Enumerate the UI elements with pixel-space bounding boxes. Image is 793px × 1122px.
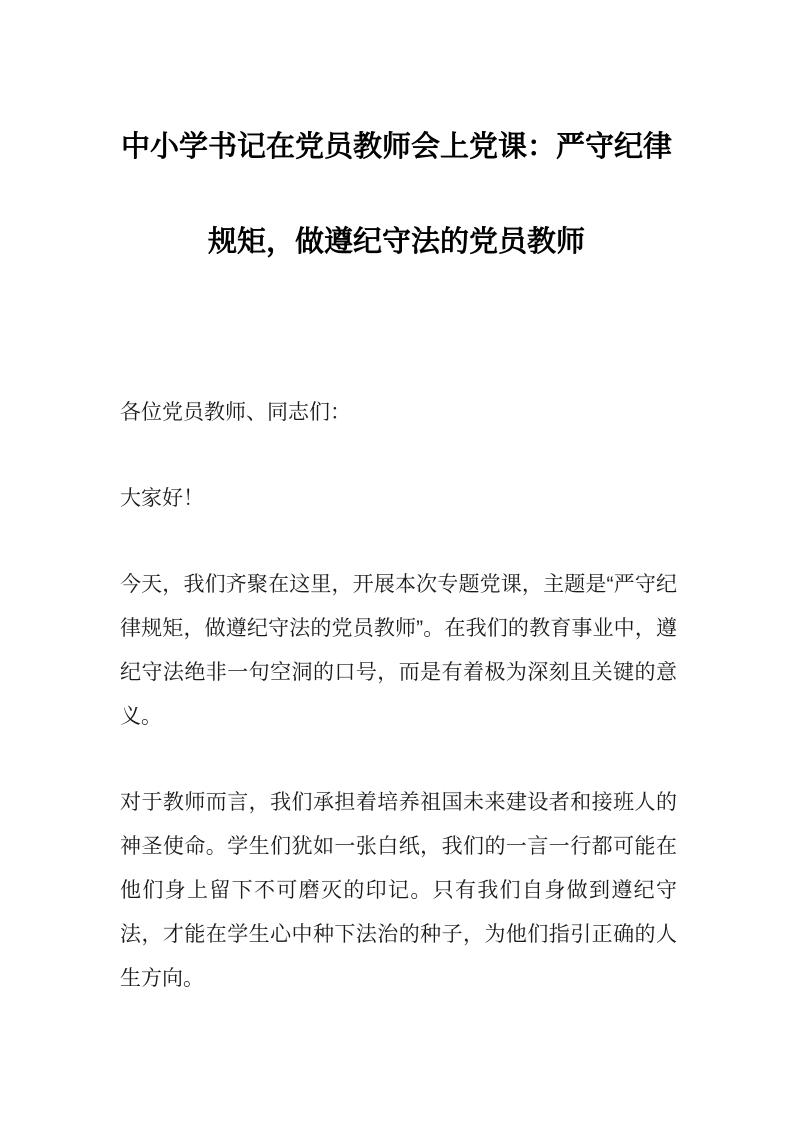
paragraph-topic-intro: 今天，我们齐聚在这里，开展本次专题党课，主题是“严守纪律规矩，做遵纪守法的党员教师”。在我们的教育事业中，遵纪守法绝非一句空洞的口号，而是有着极为深刻且关键的意义。 <box>120 573 677 728</box>
document-body <box>0 391 793 1001</box>
document-title-line-1: 中小学书记在党员教师会上党课：严守纪律 <box>120 131 672 163</box>
paragraph-teacher-mission: 对于教师而言，我们承担着培养祖国未来建设者和接班人的神圣使命。学生们犹如一张白纸，我们的一言一行都可能在他们身上留下不可磨灭的印记。只有我们自身做到遵纪守法，才能在学生心中种下法治的种子，为他们指引正确的人生方向。 <box>120 791 677 990</box>
document-title <box>0 100 793 290</box>
document-title-line-2: 规矩，做遵纪守法的党员教师 <box>207 226 585 258</box>
paragraph-salutation: 各位党员教师、同志们： <box>120 401 351 424</box>
paragraph-greeting: 大家好！ <box>120 487 204 510</box>
